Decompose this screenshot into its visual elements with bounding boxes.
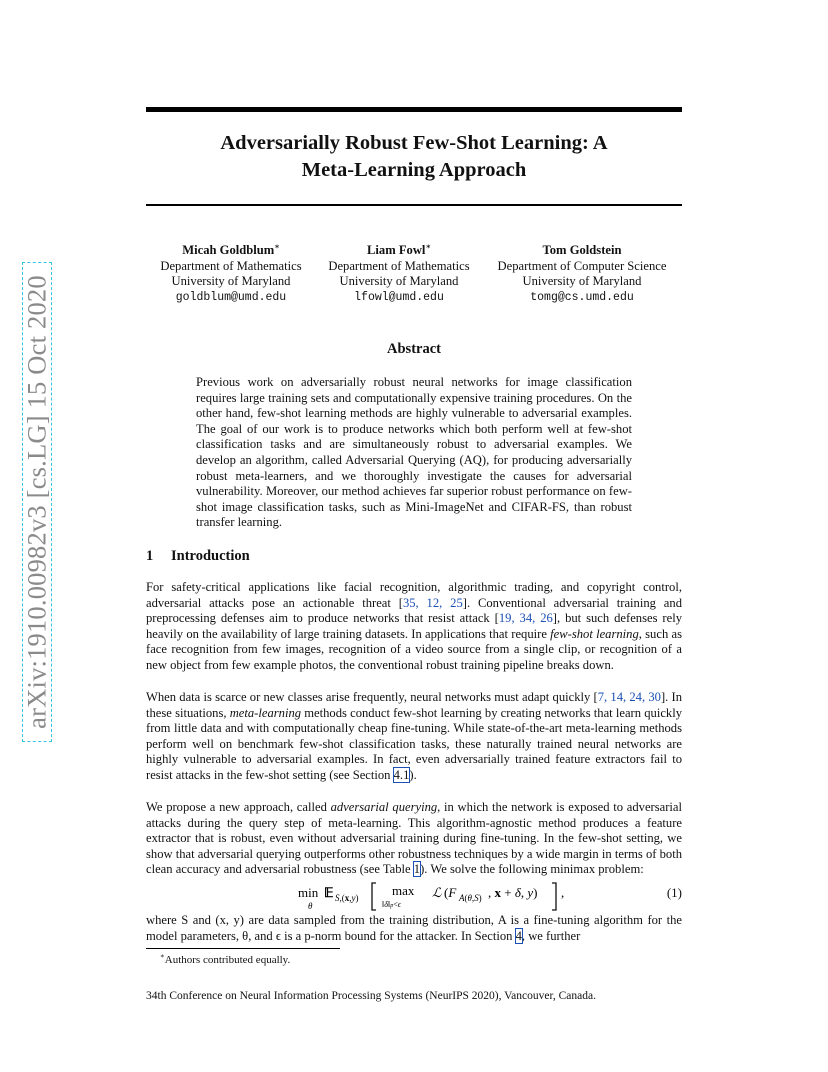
text-run: methods conduct few-shot learning by creating networks that learn quickly from little data and with computationally cheap fine-tuning. While state-of-the-art meta-learning methods perform well on benchmark few-shot classification tasks, these naturally trained neural networks are highly vulnerable to adversarial examples. In fact, even adversarially trained feature extractors fail to resist attacks in the few-shot setting (see Section bbox=[146, 705, 683, 782]
footnote-text: Authors contributed equally. bbox=[164, 954, 291, 966]
minimax-equation bbox=[296, 878, 626, 914]
paragraph-3 bbox=[146, 800, 682, 878]
section-number: 1 bbox=[146, 548, 154, 564]
emphasis-text: adversarial querying bbox=[330, 800, 438, 814]
text-run: For safety-critical applications like facial recognition, algorithmic trading, and copyright control, adversarial attacks pose an actionable threat bbox=[146, 580, 682, 610]
footnote-mark: ∗ bbox=[160, 952, 165, 960]
footnote-rule bbox=[146, 948, 340, 949]
author-mark: ∗ bbox=[274, 242, 280, 251]
svg-text:S,(x,y): S,(x,y) bbox=[335, 893, 359, 903]
svg-text:(F: (F bbox=[444, 885, 457, 900]
table-reference-link[interactable]: 1 bbox=[413, 862, 421, 877]
emphasis-text: meta-learning bbox=[229, 705, 302, 720]
title-line-2: Meta-Learning Approach bbox=[301, 159, 527, 181]
author-name: Tom Goldstein bbox=[542, 243, 622, 257]
title-bottom-rule bbox=[146, 204, 682, 206]
svg-text:ℒ: ℒ bbox=[432, 886, 442, 901]
section-reference-link[interactable]: 4 bbox=[515, 928, 522, 943]
paragraph-1 bbox=[146, 580, 682, 674]
emphasis-text: few-shot learning bbox=[550, 626, 639, 641]
text-run: . In these situations, bbox=[146, 690, 683, 720]
svg-text:‖δ‖p<ϵ: ‖δ‖p<ϵ bbox=[382, 900, 401, 909]
svg-text:max: max bbox=[392, 883, 415, 898]
section-title: Introduction bbox=[171, 548, 250, 564]
citation-link[interactable]: [ 35, 12, 25 ] bbox=[399, 596, 467, 610]
author-name: Liam Fowl∗ bbox=[367, 242, 431, 257]
equation-1 bbox=[146, 878, 682, 914]
svg-text:A(θ,S): A(θ,S) bbox=[459, 893, 482, 903]
citation-link[interactable]: [ 19, 34, 26 ] bbox=[495, 611, 557, 625]
text-run: , we further bbox=[521, 928, 581, 943]
author-email[interactable]: lfowl@umd.edu bbox=[354, 290, 444, 304]
text-run: where S and (x, y) are data sampled from the training distribution, A is a fine-tuning algorithm for the model parameters, θ, and ϵ is a p-norm bound for the attacker. In Section bbox=[146, 913, 682, 943]
title-line-1: Adversarially Robust Few-Shot Learning: A bbox=[220, 132, 608, 154]
text-run: When data is scarce or new classes arise frequently, neural networks must adapt quickly bbox=[146, 690, 594, 704]
author-block-3 bbox=[487, 243, 677, 305]
author-email[interactable]: tomg@cs.umd.edu bbox=[530, 290, 634, 304]
paragraph-4 bbox=[146, 913, 682, 944]
author-university: University of Maryland bbox=[171, 274, 291, 289]
svg-text:,: , bbox=[561, 885, 565, 900]
text-run: We propose a new approach, called bbox=[146, 800, 331, 814]
section-reference-link[interactable]: 4.1 bbox=[393, 767, 410, 782]
author-block-1 bbox=[146, 243, 316, 305]
author-university: University of Maryland bbox=[339, 274, 459, 289]
conference-notice: 34th Conference on Neural Information Processing Systems (NeurIPS 2020), Vancouver, Canada. bbox=[146, 990, 596, 1002]
paragraph-2 bbox=[146, 690, 682, 784]
footnote bbox=[160, 954, 290, 966]
arxiv-identifier-text: arXiv:1910.00982v3 [cs.LG] 15 Oct 2020 bbox=[21, 275, 52, 729]
paper-title bbox=[146, 130, 682, 184]
author-name: Micah Goldblum∗ bbox=[182, 242, 280, 257]
arxiv-identifier-stamp[interactable] bbox=[22, 262, 52, 742]
text-run: , but such defenses rely heavily on the availability of large training datasets. In applications that require bbox=[146, 611, 682, 641]
svg-text:θ: θ bbox=[308, 901, 313, 911]
author-block-2 bbox=[314, 243, 484, 305]
author-department: Department of Mathematics bbox=[160, 258, 302, 273]
author-department: Department of Computer Science bbox=[497, 258, 667, 273]
author-university: University of Maryland bbox=[522, 274, 642, 289]
text-run: , such as face recognition from few images, recognition of a video source from a single clip, or recognition of a new object from few example photos, the conventional robust training pipeline breaks down. bbox=[146, 626, 682, 672]
svg-text:min: min bbox=[298, 885, 319, 900]
text-run: ). bbox=[409, 767, 417, 782]
section-heading bbox=[146, 548, 250, 565]
text-run: ). We solve the following minimax problem: bbox=[420, 862, 644, 877]
text-run: . Conventional adversarial training and preprocessing defenses aim to produce networks that resist attack bbox=[146, 595, 682, 626]
author-mark: ∗ bbox=[425, 242, 431, 251]
svg-text:𝔼: 𝔼 bbox=[324, 885, 334, 900]
citation-link[interactable]: [ 7, 14, 24, 30 ] bbox=[594, 690, 666, 704]
equation-number: (1) bbox=[666, 885, 682, 900]
abstract-heading: Abstract bbox=[387, 341, 441, 357]
title-top-rule bbox=[146, 107, 682, 112]
text-run: , in which the network is exposed to adversarial attacks during the query step of meta-learning. This algorithm-agnostic method produces a feature extractor that is robust, even without adversarial training during fine-tuning. In the few-shot setting, we show that adversarial querying outperforms other robustness techniques by a wide margin in terms of both clean accuracy and adversarial robustness (see Table bbox=[146, 800, 683, 877]
abstract-text: Previous work on adversarially robust neural networks for image classification requires large training sets and computationally expensive training procedures. On the other hand, few-shot learning methods are highly vulnerable to adversarial examples. The goal of our work is to produce networks which both perform well at few-shot classification tasks and are simultaneously robust to adversarial examples. We develop an algorithm, called Adversarial Querying (AQ), for producing adversarially robust meta-learners, and we thoroughly investigate the causes for adversarial vulnerability. Moreover, our method achieves far superior robust performance on few-shot image classification tasks, such as Mini-ImageNet and CIFAR-FS, than robust transfer learning. bbox=[196, 375, 632, 530]
author-department: Department of Mathematics bbox=[328, 258, 470, 273]
svg-text:, x + δ, y): , x + δ, y) bbox=[488, 885, 538, 900]
author-email[interactable]: goldblum@umd.edu bbox=[175, 290, 287, 304]
